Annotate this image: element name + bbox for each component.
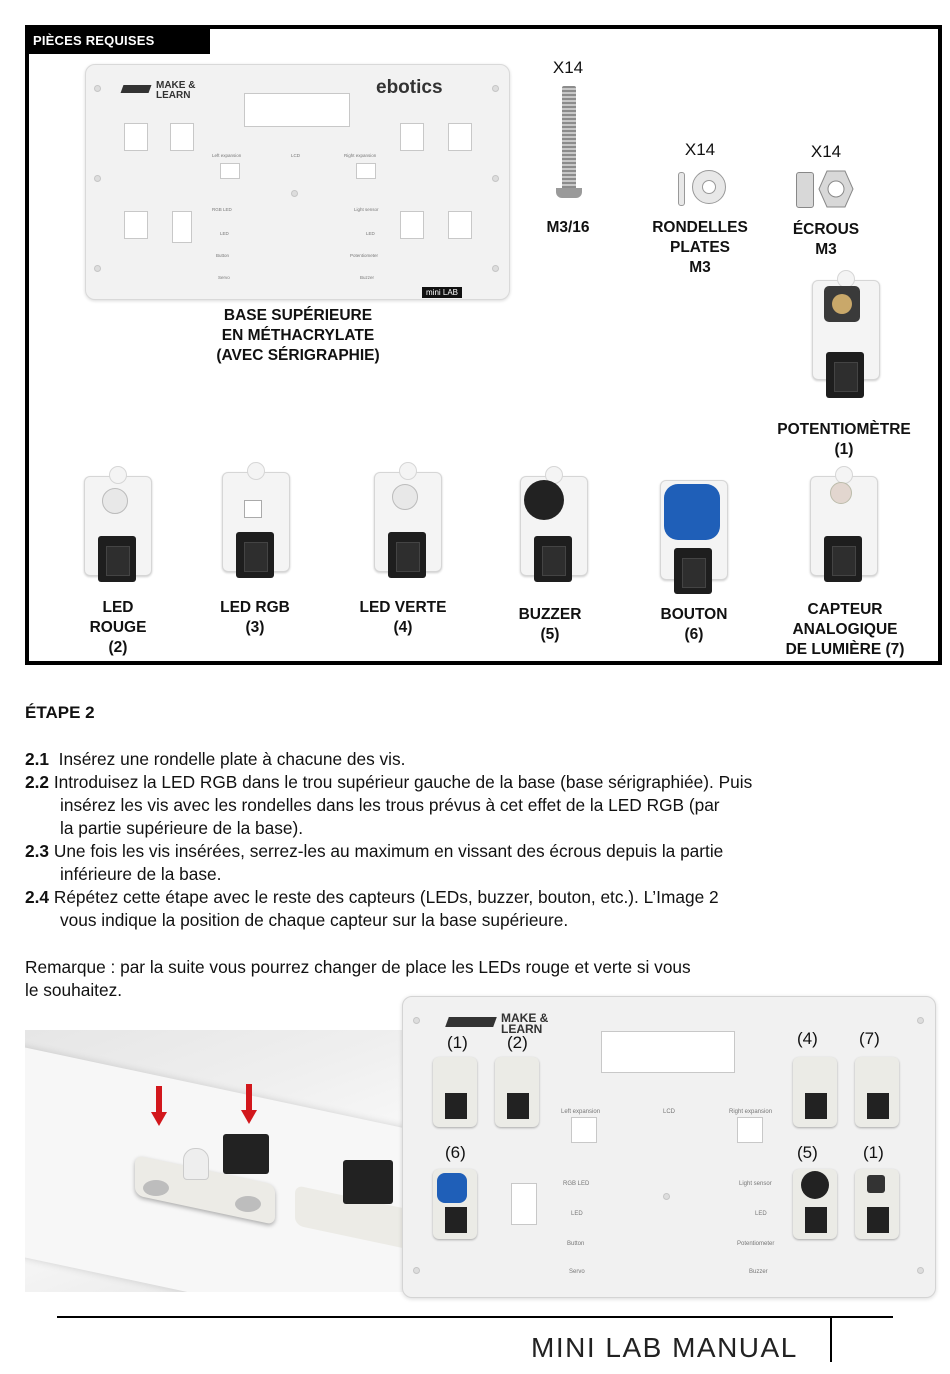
arrow-shaft xyxy=(246,1084,252,1112)
nut-caption xyxy=(776,220,876,260)
base-caption-line: EN MÉTHACRYLATE xyxy=(221,327,375,344)
plate-slot xyxy=(124,211,148,239)
step-number: 2.3 xyxy=(25,841,50,861)
step-line-text: inférieure de la base. xyxy=(60,864,222,884)
potentiometer-caption xyxy=(760,420,928,460)
make-learn-logo-line1: MAKE & xyxy=(501,1011,549,1025)
mini-connector xyxy=(445,1093,467,1119)
knob-center xyxy=(832,294,852,314)
washer-quantity: X14 xyxy=(684,140,716,159)
mini-module xyxy=(793,1057,837,1127)
plate-slot xyxy=(400,211,424,239)
plate-label: Left expansion xyxy=(212,153,242,158)
mini-connector xyxy=(805,1207,827,1233)
plate-hole xyxy=(94,85,101,92)
module-connector xyxy=(236,532,274,578)
module-caption-line: DE LUMIÈRE (7) xyxy=(785,641,905,658)
mini-module-buzzer xyxy=(793,1169,837,1239)
plate-label: Servo xyxy=(569,1269,585,1275)
plate-label: LCD xyxy=(291,153,301,158)
plate-hole xyxy=(663,1193,670,1200)
arrow-head xyxy=(241,1110,257,1124)
plate-hole xyxy=(492,265,499,272)
mini-connector xyxy=(805,1093,827,1119)
position-label: (1) xyxy=(447,1033,468,1052)
mini-connector xyxy=(507,1093,529,1119)
potentiometer-knob-icon xyxy=(867,1175,885,1193)
plate-slot xyxy=(511,1183,537,1225)
base-caption xyxy=(170,306,426,366)
washer-caption-line: RONDELLES xyxy=(652,219,748,236)
plate-hole xyxy=(917,1017,924,1024)
plate-slot xyxy=(170,123,194,151)
nut-photo xyxy=(235,1196,261,1212)
mini-connector xyxy=(867,1093,889,1119)
buzzer-icon xyxy=(801,1171,829,1199)
plate-slot xyxy=(448,123,472,151)
mini-module xyxy=(495,1057,539,1127)
position-label: (5) xyxy=(797,1143,818,1162)
washer-caption-line: PLATES xyxy=(670,239,730,256)
step-number: 2.4 xyxy=(25,887,50,907)
plate-label: Servo xyxy=(218,275,230,280)
connector-photo xyxy=(343,1160,393,1204)
mini-module-button xyxy=(433,1169,477,1239)
plate-slot xyxy=(448,211,472,239)
plate-label: RGB LED xyxy=(563,1181,590,1187)
module-caption-line: CAPTEUR xyxy=(807,601,883,618)
plate-hole xyxy=(413,1017,420,1024)
lcd-window xyxy=(601,1031,735,1073)
step-item-2-1 xyxy=(25,748,405,771)
mini-module xyxy=(855,1057,899,1127)
potentiometer-caption-line: (1) xyxy=(834,441,854,458)
washer-side xyxy=(678,172,685,206)
mini-module-potentiometer xyxy=(855,1169,899,1239)
nut-face xyxy=(818,170,854,208)
nut-side xyxy=(796,172,814,208)
module-caption-line: ANALOGIQUE xyxy=(792,621,898,638)
screw-quantity: X14 xyxy=(552,58,584,77)
note-line: Remarque : par la suite vous pourrez changer de place les LEDs rouge et verte si vous xyxy=(25,957,691,977)
base-plate-illustration xyxy=(85,64,510,300)
plate-label: Potentiometer xyxy=(737,1241,775,1247)
minilab-tag: mini LAB xyxy=(422,287,462,298)
step-line-text: Insérez une rondelle plate à chacune des vis. xyxy=(58,749,406,769)
arrow-head xyxy=(151,1112,167,1126)
position-label: (1) xyxy=(863,1143,884,1162)
screw-label: M3/16 xyxy=(546,219,590,236)
step-line-text: Répétez cette étape avec le reste des capteurs (LEDs, buzzer, bouton, etc.). L’Image 2 xyxy=(53,887,719,907)
arrow-shaft xyxy=(156,1086,162,1114)
push-button-icon xyxy=(437,1173,467,1203)
step-line xyxy=(25,886,719,909)
module-caption-line: BUZZER xyxy=(518,606,582,623)
plate-label: Light sensor xyxy=(739,1181,772,1187)
step-line xyxy=(25,840,723,863)
module-connector xyxy=(98,536,136,582)
make-learn-logo-line2: LEARN xyxy=(501,1022,543,1036)
nut-caption-line: M3 xyxy=(815,241,837,258)
step-item-2-3 xyxy=(25,840,723,886)
module-caption-line: (4) xyxy=(393,619,413,636)
screw-shaft xyxy=(562,86,576,190)
washer-caption-line: M3 xyxy=(689,259,711,276)
plate-hole xyxy=(917,1267,924,1274)
plate-label: Button xyxy=(567,1241,585,1247)
position-label: (6) xyxy=(445,1143,466,1162)
module-caption-line: (6) xyxy=(684,626,704,643)
module-caption-line: (3) xyxy=(245,619,265,636)
plate-slot xyxy=(124,123,148,151)
washer-hole xyxy=(702,180,716,194)
footer-divider xyxy=(57,1316,893,1318)
plate-label: Light sensor xyxy=(354,207,379,212)
make-learn-logo xyxy=(122,81,212,103)
plate-label: LED xyxy=(755,1211,767,1217)
mini-connector xyxy=(445,1207,467,1233)
module-connector xyxy=(388,532,426,578)
plate-hole xyxy=(413,1267,420,1274)
make-learn-logo-line2: LEARN xyxy=(156,90,191,101)
light-sensor-icon xyxy=(830,482,852,504)
plate-label: Left expansion xyxy=(561,1109,601,1115)
arrow-icon xyxy=(241,1084,257,1130)
module-caption-line: LED RGB xyxy=(220,599,290,616)
buzzer-icon xyxy=(524,480,564,520)
plate-hole xyxy=(492,85,499,92)
module-connector xyxy=(826,352,864,398)
plate-label: Buzzer xyxy=(360,275,375,280)
footer-manual-title: MINI LAB MANUAL xyxy=(531,1332,798,1363)
plate-slot xyxy=(400,123,424,151)
potentiometer-caption-line: POTENTIOMÈTRE xyxy=(777,421,911,438)
graduation-cap-icon xyxy=(121,85,152,93)
plate-label: LED xyxy=(571,1211,583,1217)
button-caption xyxy=(644,605,744,645)
assembled-base-photo xyxy=(402,996,936,1298)
washer-illustration xyxy=(678,170,726,206)
potentiometer-knob-icon xyxy=(824,286,860,322)
module-ear xyxy=(247,462,265,480)
base-caption-line: BASE SUPÉRIEURE xyxy=(223,307,373,324)
led-icon xyxy=(392,484,418,510)
rgb-led-module xyxy=(210,462,300,592)
red-led-caption xyxy=(68,598,168,658)
plate-label: Button xyxy=(216,253,230,258)
plate-hole xyxy=(492,175,499,182)
green-led-caption xyxy=(343,598,463,638)
graduation-cap-icon xyxy=(445,1017,497,1027)
module-ear xyxy=(109,466,127,484)
plate-hole xyxy=(94,265,101,272)
step-number: 2.2 xyxy=(25,772,50,792)
plate-label: LED xyxy=(220,231,229,236)
mini-module xyxy=(433,1057,477,1127)
plate-hole xyxy=(291,190,298,197)
nut-illustration xyxy=(796,170,856,210)
module-caption-line: LED VERTE xyxy=(359,599,447,616)
connector-photo xyxy=(223,1134,269,1174)
step-line xyxy=(25,771,752,794)
step-line-text: vous indique la position de chaque capteur sur la base supérieure. xyxy=(60,910,569,930)
step-title: ÉTAPE 2 xyxy=(25,703,95,722)
step-line xyxy=(25,748,405,771)
plate-label: LED xyxy=(366,231,375,236)
ebotics-logo: ebotics xyxy=(376,77,443,98)
base-caption-line: (AVEC SÉRIGRAPHIE) xyxy=(216,347,380,364)
plate-label: RGB LED xyxy=(212,207,232,212)
module-ear xyxy=(399,462,417,480)
parts-header: PIÈCES REQUISES xyxy=(25,25,210,54)
nut-quantity: X14 xyxy=(810,142,842,161)
module-caption-line: BOUTON xyxy=(660,606,728,623)
module-connector xyxy=(674,548,712,594)
button-module xyxy=(648,470,738,600)
position-label: (7) xyxy=(859,1029,880,1048)
assembly-photo-closeup xyxy=(25,1030,420,1292)
step-line-text: Une fois les vis insérées, serrez-les au maximum en vissant des écrous depuis la partie xyxy=(53,841,724,861)
position-label: (2) xyxy=(507,1033,528,1052)
module-caption-line: LED xyxy=(102,599,134,616)
mini-connector xyxy=(867,1207,889,1233)
nut-photo xyxy=(143,1180,169,1196)
plate-slot xyxy=(172,211,192,243)
green-led-module xyxy=(362,462,452,592)
potentiometer-module xyxy=(800,270,890,400)
module-connector xyxy=(824,536,862,582)
plate-label: Right expansion xyxy=(344,153,377,158)
screw-head xyxy=(556,188,582,198)
arrow-icon xyxy=(151,1086,167,1132)
screw-illustration xyxy=(556,86,582,206)
plate-slot xyxy=(571,1117,597,1143)
plate-label: LCD xyxy=(663,1109,676,1115)
push-button-icon xyxy=(664,484,720,540)
plate-label: Right expansion xyxy=(729,1109,773,1115)
light-sensor-caption xyxy=(760,600,930,660)
plate-label: Potentiometer xyxy=(350,253,379,258)
washer-caption xyxy=(640,218,760,278)
plate-slot xyxy=(737,1117,763,1143)
step-item-2-4 xyxy=(25,886,719,932)
light-sensor-module xyxy=(798,466,888,596)
module-caption-line: (2) xyxy=(108,639,128,656)
rgb-led-caption xyxy=(205,598,305,638)
nut-caption-line: ÉCROUS xyxy=(792,221,860,238)
plate-slot xyxy=(220,163,240,179)
led-icon xyxy=(102,488,128,514)
lcd-window xyxy=(244,93,350,127)
buzzer-caption xyxy=(500,605,600,645)
footer-vertical-bar xyxy=(830,1318,832,1362)
step-line-text: Introduisez la LED RGB dans le trou supérieur gauche de la base (base sérigraphiée). Puis xyxy=(53,772,753,792)
step-item-2-2 xyxy=(25,771,752,840)
red-led-module xyxy=(72,466,162,596)
led-bulb-photo xyxy=(183,1148,209,1180)
module-caption-line: (5) xyxy=(540,626,560,643)
module-caption-line: ROUGE xyxy=(89,619,147,636)
make-learn-logo-line1: MAKE & xyxy=(156,80,196,91)
module-connector xyxy=(534,536,572,582)
step-line-text: insérez les vis avec les rondelles dans les trous prévus à cet effet de la LED RGB (par xyxy=(60,795,720,815)
buzzer-module xyxy=(508,466,598,596)
step-number: 2.1 xyxy=(25,749,50,769)
plate-label: Buzzer xyxy=(749,1269,768,1275)
rgb-led-icon xyxy=(244,500,262,518)
step-line-text: la partie supérieure de la base). xyxy=(60,818,304,838)
position-label: (4) xyxy=(797,1029,818,1048)
plate-slot xyxy=(356,163,376,179)
note-line: le souhaitez. xyxy=(25,980,123,1000)
plate-hole xyxy=(94,175,101,182)
